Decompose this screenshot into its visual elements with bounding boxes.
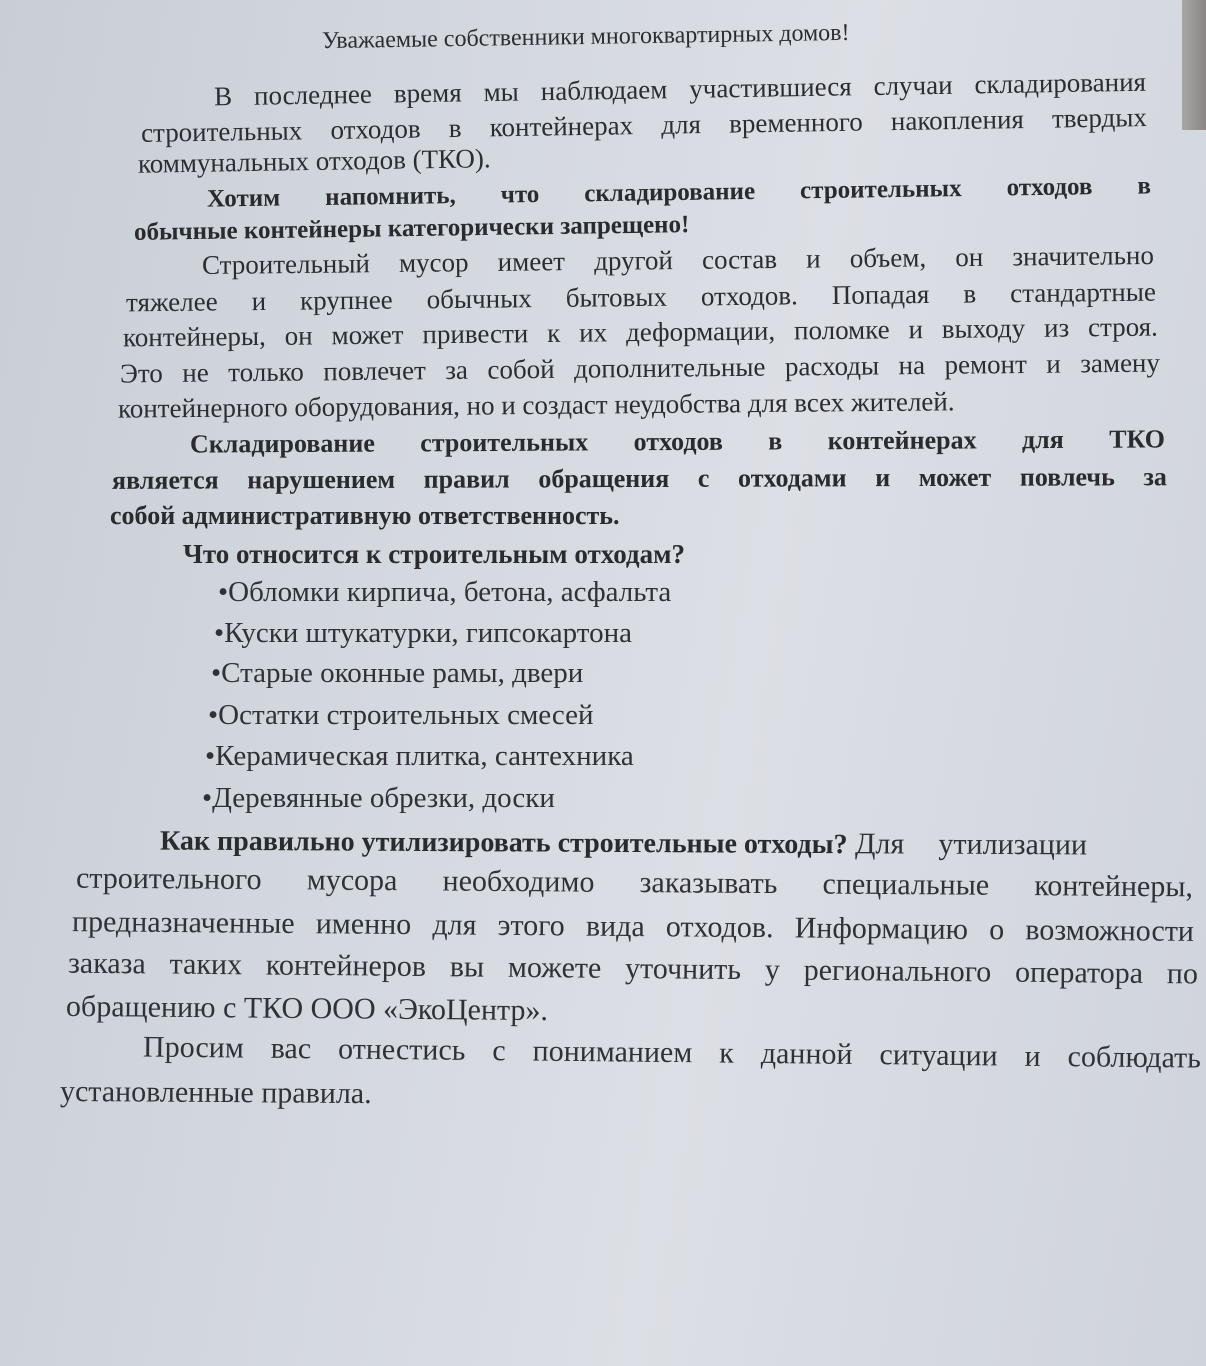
word: имеет [497,246,566,277]
word: обычных [426,283,532,315]
word: напомнить, [325,182,456,211]
list-heading: Что относится к строительным отходам? [183,539,685,569]
bullet-icon: • [214,617,225,649]
howto-heading: Как правильно утилизировать строительные отходы? [159,825,848,861]
howto-line-3 [72,905,1194,949]
word: необходимо [442,864,595,899]
word: на [898,350,926,381]
word: объем, [849,242,927,274]
word: накопления [890,104,1025,137]
word: правил [423,464,510,494]
word: твердых [1051,102,1148,134]
word: контейнерах [827,425,977,456]
word: расходы [784,350,880,382]
intro-line-3: коммунальных отходов (ТКО). [137,143,491,179]
word: Для [854,827,905,861]
word: можете [507,950,602,985]
list-item-text: Обломки кирпича, бетона, асфальта [228,576,672,608]
word: регионального [803,953,992,989]
word: из [1043,312,1070,343]
word: может [331,319,404,351]
word: Это [119,357,163,389]
list-item-text: Старые оконные рамы, двери [221,657,584,689]
word: последнее [253,78,373,111]
word: отходами [737,463,847,493]
howto-line-2 [76,862,1193,905]
word: и [806,243,821,274]
word: заказывать [639,866,778,901]
violation-line-3: собой административную ответственность. [110,501,620,530]
list-item [218,576,671,609]
word: заказа [67,946,146,981]
word: ситуации [879,1038,998,1073]
word: отходов. [700,280,798,312]
word: является [111,465,219,495]
word: выходу [941,312,1026,344]
word: в [768,426,783,456]
list-item [214,617,632,650]
word: контейнеров [265,948,427,984]
word: о [989,913,1005,947]
bullet-icon: • [211,657,222,689]
list-item [208,699,594,732]
word: что [500,180,540,209]
word: именно [315,907,412,942]
word: складирование [584,177,756,208]
word: к [719,1036,735,1070]
word: для [432,908,477,942]
word: собой [487,353,555,385]
word: мусора [306,863,398,898]
bullet-icon: • [205,740,216,772]
word: строительных [140,115,303,148]
word: с [697,463,710,493]
word: отходов. [665,910,774,945]
word: отходов [1006,173,1093,202]
word: значительно [1012,240,1155,272]
word: за [1143,462,1167,492]
word: он [284,320,313,351]
word: ремонт [944,348,1027,380]
word: строя. [1087,311,1159,343]
word: деформации, [625,315,776,348]
word: в [963,278,977,309]
word: отнестись [337,1032,466,1067]
list-item-text: Керамическая плитка, сантехника [215,740,634,772]
word: другой [594,245,674,276]
word: Информацию [794,911,969,946]
bullet-icon: • [208,699,219,731]
word: контейнерах [489,110,634,143]
word: строительных [420,427,589,458]
word: оператора [1014,955,1144,990]
word: вида [585,909,645,944]
word: мусор [398,247,469,278]
bullet-icon: • [202,782,213,814]
word: с [492,1034,506,1068]
word: для [1021,424,1064,455]
notice-title: Уважаемые собственники многоквартирных домов! [321,19,850,55]
word: замену [1080,347,1161,379]
explain-line-5: контейнерного оборудования, но и создаст неудобства для всех жителей. [117,386,955,424]
word: в [1137,172,1152,200]
word: Строительный [201,248,371,280]
word: дополнительные [573,351,766,384]
word: предназначенные [71,905,295,941]
word: и [1024,1039,1041,1073]
word: и [875,463,891,493]
word: контейнеры, [122,320,266,353]
word: состав [701,243,778,275]
word: обращения [538,463,670,494]
word: отходов [633,426,723,457]
howto-line-1 [160,824,1087,864]
word: мы [483,76,520,108]
list-item [202,782,555,815]
word: специальные [822,867,990,902]
word: вы [449,950,485,984]
word: этого [497,908,565,943]
word: и [251,285,267,317]
word: крупнее [299,284,393,316]
word: ТКО [1109,424,1166,454]
word: пониманием [532,1034,693,1070]
word: Попадая [831,278,930,311]
word: данной [760,1036,853,1071]
list-item [205,740,634,773]
word: бытовых [565,281,668,313]
word: по [1166,957,1199,991]
word: В [213,81,233,112]
word: и [1046,348,1061,379]
word: строительных [799,175,962,205]
word: Складирование [189,428,375,459]
warning-line-2: обычные контейнеры категорически запрещено! [133,211,690,246]
word: повлечь [1019,462,1115,492]
list-item-text: Остатки строительных смесей [218,699,594,731]
word: не [182,357,209,388]
word: и [908,314,924,345]
word: соблюдать [1067,1040,1202,1075]
howto-line-5: обращению с ТКО ООО «ЭкоЦентр». [65,989,549,1028]
list-item [211,657,583,690]
list-item-text: Куски штукатурки, гипсокартона [224,617,632,649]
bullet-icon: • [218,576,229,608]
word: для [661,109,702,140]
word: может [918,462,992,493]
word: утилизации [938,827,1088,862]
word: таких [169,947,243,982]
word: контейнеры, [1034,869,1194,904]
violation-line-2 [112,460,1167,498]
word: стандартные [1009,276,1157,309]
violation-line-1 [190,422,1165,461]
word: их [579,317,608,348]
howto-line-1-tail [855,827,1087,862]
howto-line-4 [68,947,1198,992]
word: складирования [974,66,1147,100]
word: только [228,356,304,388]
word: в [448,112,462,144]
word: возможности [1025,913,1195,948]
word: нарушением [247,464,396,495]
word: Просим [142,1030,244,1065]
word: Хотим [206,184,281,213]
word: строительного [75,861,262,897]
word: у [764,953,781,987]
word: уточнить [624,951,742,987]
word: участившиеся [689,71,852,104]
closing-line-1 [143,1030,1201,1075]
word: тяжелее [125,286,218,318]
word: временного [728,106,863,139]
word: вас [270,1031,312,1066]
word: поломке [793,314,890,346]
list-item-text: Деревянные обрезки, доски [212,782,555,814]
word: за [445,354,469,386]
word: повлечет [323,355,426,387]
word: он [955,241,984,273]
word: время [393,77,462,109]
word: к [547,317,561,348]
closing-line-2: установленные правила. [59,1074,372,1111]
word: наблюдаем [540,74,668,107]
word: случаи [873,69,953,101]
word: привести [422,318,529,350]
word: отходов [330,113,421,145]
